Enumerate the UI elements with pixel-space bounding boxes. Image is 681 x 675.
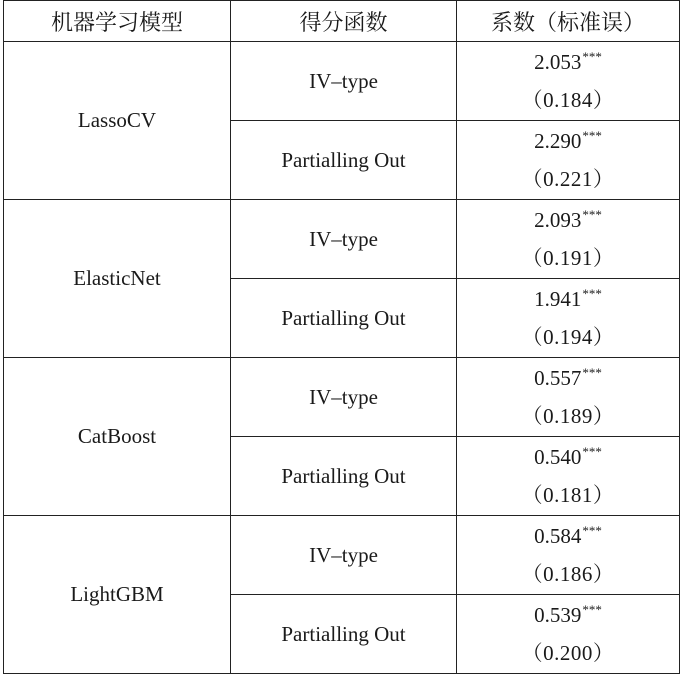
score-function: Partialling Out [231, 595, 457, 674]
standard-error: （0.186） [521, 562, 615, 586]
score-function: Partialling Out [231, 437, 457, 516]
model-name: LightGBM [4, 516, 231, 674]
significance-stars: *** [582, 207, 602, 222]
score-function: IV–type [231, 358, 457, 437]
score-function: Partialling Out [231, 279, 457, 358]
coefficient-value: 0.539*** [534, 602, 602, 627]
table-row [4, 42, 680, 121]
standard-error: （0.221） [521, 167, 615, 191]
model-name: CatBoost [4, 358, 231, 516]
coefficient-cell [457, 595, 680, 674]
table-row [4, 516, 680, 595]
significance-stars: *** [582, 444, 602, 459]
coefficient-cell [457, 42, 680, 121]
header-score-function: 得分函数 [231, 1, 457, 42]
coefficient-cell [457, 358, 680, 437]
coefficient-value: 0.540*** [534, 444, 602, 469]
standard-error: （0.200） [521, 641, 615, 665]
model-name: ElasticNet [4, 200, 231, 358]
standard-error: （0.189） [521, 404, 615, 428]
coefficient-cell [457, 121, 680, 200]
standard-error: （0.194） [521, 325, 615, 349]
score-function: IV–type [231, 200, 457, 279]
header-coefficient: 系数（标准误） [457, 1, 680, 42]
significance-stars: *** [582, 365, 602, 380]
significance-stars: *** [582, 49, 602, 64]
significance-stars: *** [582, 286, 602, 301]
significance-stars: *** [582, 523, 602, 538]
standard-error: （0.181） [521, 483, 615, 507]
header-model: 机器学习模型 [4, 1, 231, 42]
score-function: Partialling Out [231, 121, 457, 200]
coefficient-value: 0.557*** [534, 365, 602, 390]
coefficient-cell [457, 437, 680, 516]
table-row [4, 358, 680, 437]
coefficient-value: 0.584*** [534, 523, 602, 548]
table-row [4, 200, 680, 279]
standard-error: （0.184） [521, 88, 615, 112]
model-name: LassoCV [4, 42, 231, 200]
significance-stars: *** [582, 602, 602, 617]
standard-error: （0.191） [521, 246, 615, 270]
coefficient-value: 2.290*** [534, 128, 602, 153]
coefficient-value: 2.053*** [534, 49, 602, 74]
significance-stars: *** [582, 128, 602, 143]
score-function: IV–type [231, 516, 457, 595]
results-table [3, 0, 680, 674]
coefficient-cell [457, 200, 680, 279]
coefficient-cell [457, 279, 680, 358]
header-row [4, 1, 680, 42]
coefficient-cell [457, 516, 680, 595]
score-function: IV–type [231, 42, 457, 121]
coefficient-value: 2.093*** [534, 207, 602, 232]
coefficient-value: 1.941*** [534, 286, 602, 311]
